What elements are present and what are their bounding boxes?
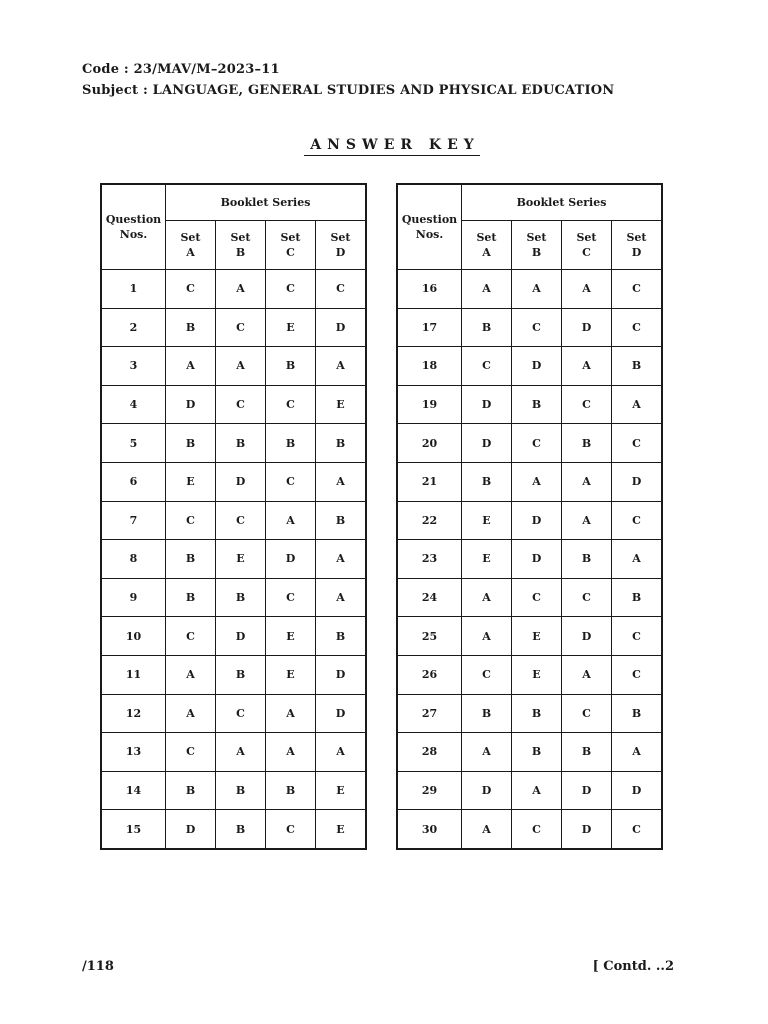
answer-cell-set-a: C <box>462 347 512 386</box>
set-word: Set <box>330 231 351 244</box>
question-number-cell: 24 <box>397 578 462 617</box>
question-number-cell: 7 <box>101 501 166 540</box>
answer-cell-set-d: D <box>316 308 367 347</box>
answer-cell-set-c: A <box>562 462 612 501</box>
answer-cell-set-b: B <box>216 810 266 849</box>
answer-cell-set-c: C <box>266 810 316 849</box>
answer-cell-set-b: A <box>216 733 266 772</box>
answer-row <box>101 308 366 347</box>
set-word: Set <box>280 231 301 244</box>
answer-cell-set-b: A <box>512 270 562 309</box>
code-line: Code : 23/MAV/M–2023–11 <box>82 62 280 77</box>
answer-cell-set-a: B <box>462 308 512 347</box>
answer-cell-set-d: D <box>316 694 367 733</box>
question-number-cell: 28 <box>397 733 462 772</box>
answer-cell-set-a: D <box>166 385 216 424</box>
answer-cell-set-d: E <box>316 810 367 849</box>
answer-cell-set-a: E <box>462 540 512 579</box>
question-number-cell: 15 <box>101 810 166 849</box>
answer-cell-set-b: B <box>512 694 562 733</box>
answer-cell-set-d: A <box>316 578 367 617</box>
answer-cell-set-c: C <box>562 694 612 733</box>
answer-cell-set-a: B <box>462 694 512 733</box>
answer-cell-set-b: B <box>512 733 562 772</box>
answer-cell-set-c: D <box>562 308 612 347</box>
question-number-cell: 5 <box>101 424 166 463</box>
answer-cell-set-d: B <box>612 578 663 617</box>
answer-cell-set-d: A <box>612 733 663 772</box>
question-number-cell: 23 <box>397 540 462 579</box>
set-letter: B <box>235 246 246 259</box>
answer-row <box>101 617 366 656</box>
answer-row <box>101 655 366 694</box>
answer-cell-set-a: B <box>166 578 216 617</box>
answer-row <box>397 540 662 579</box>
answer-cell-set-b: C <box>216 385 266 424</box>
answer-row <box>101 462 366 501</box>
answer-row <box>397 462 662 501</box>
answer-row <box>397 385 662 424</box>
set-letter: B <box>531 246 542 259</box>
answer-cell-set-b: D <box>512 540 562 579</box>
question-number-cell: 11 <box>101 655 166 694</box>
set-d-header <box>612 221 663 270</box>
question-number-cell: 16 <box>397 270 462 309</box>
set-letter: C <box>582 246 591 259</box>
answer-cell-set-b: B <box>216 578 266 617</box>
answer-cell-set-d: A <box>612 385 663 424</box>
set-d-header <box>316 221 367 270</box>
answer-cell-set-d: C <box>612 270 663 309</box>
answer-row <box>101 771 366 810</box>
answer-row <box>397 424 662 463</box>
set-letter: D <box>631 246 642 259</box>
answer-row <box>397 655 662 694</box>
answer-cell-set-d: C <box>612 810 663 849</box>
answer-row <box>397 810 662 849</box>
answer-cell-set-c: C <box>266 578 316 617</box>
answer-cell-set-b: B <box>512 385 562 424</box>
answer-row <box>397 270 662 309</box>
answer-cell-set-c: C <box>266 270 316 309</box>
answer-row <box>101 424 366 463</box>
answer-cell-set-d: B <box>612 694 663 733</box>
answer-cell-set-d: D <box>612 771 663 810</box>
answer-table-left <box>100 183 367 850</box>
answer-cell-set-c: C <box>562 578 612 617</box>
answer-cell-set-d: B <box>316 617 367 656</box>
answer-cell-set-c: A <box>562 347 612 386</box>
answer-cell-set-c: E <box>266 655 316 694</box>
answer-cell-set-d: B <box>316 501 367 540</box>
answer-cell-set-b: A <box>512 771 562 810</box>
answer-cell-set-c: D <box>562 617 612 656</box>
answer-row <box>101 810 366 849</box>
answer-row <box>397 501 662 540</box>
question-number-cell: 6 <box>101 462 166 501</box>
set-c-header <box>266 221 316 270</box>
answer-cell-set-b: C <box>512 308 562 347</box>
set-a-header <box>166 221 216 270</box>
answer-cell-set-b: B <box>216 771 266 810</box>
answer-cell-set-c: A <box>562 270 612 309</box>
answer-cell-set-a: A <box>462 578 512 617</box>
question-number-cell: 8 <box>101 540 166 579</box>
set-letter: A <box>186 246 195 259</box>
answer-cell-set-c: B <box>562 540 612 579</box>
answer-cell-set-b: C <box>216 308 266 347</box>
answer-row <box>101 501 366 540</box>
answer-row <box>101 347 366 386</box>
answer-cell-set-d: A <box>316 462 367 501</box>
answer-cell-set-a: B <box>166 308 216 347</box>
answer-cell-set-c: D <box>562 771 612 810</box>
set-word: Set <box>576 231 597 244</box>
answer-row <box>397 578 662 617</box>
answer-cell-set-a: B <box>166 424 216 463</box>
continued-note: [ Contd. ..2 <box>592 959 674 974</box>
answer-cell-set-a: A <box>462 617 512 656</box>
answer-cell-set-c: D <box>562 810 612 849</box>
answer-cell-set-d: C <box>316 270 367 309</box>
answer-cell-set-d: E <box>316 771 367 810</box>
answer-cell-set-c: C <box>266 385 316 424</box>
set-word: Set <box>180 231 201 244</box>
set-letter: A <box>482 246 491 259</box>
answer-cell-set-b: C <box>512 424 562 463</box>
set-word: Set <box>526 231 547 244</box>
answer-row <box>397 733 662 772</box>
answer-cell-set-c: B <box>562 733 612 772</box>
answer-cell-set-a: C <box>166 501 216 540</box>
answer-cell-set-b: E <box>512 655 562 694</box>
question-number-cell: 12 <box>101 694 166 733</box>
answer-cell-set-b: C <box>216 694 266 733</box>
answer-row <box>397 617 662 656</box>
answer-cell-set-a: B <box>166 771 216 810</box>
subject-line: Subject : LANGUAGE, GENERAL STUDIES AND PHYSICAL EDUCATION <box>82 83 615 98</box>
answer-cell-set-b: D <box>216 462 266 501</box>
answer-cell-set-a: A <box>462 270 512 309</box>
answer-cell-set-d: B <box>612 347 663 386</box>
answer-cell-set-d: D <box>316 655 367 694</box>
answer-cell-set-b: C <box>512 810 562 849</box>
answer-cell-set-a: B <box>166 540 216 579</box>
answer-cell-set-a: B <box>462 462 512 501</box>
answer-cell-set-c: A <box>266 694 316 733</box>
answer-cell-set-d: A <box>612 540 663 579</box>
question-number-cell: 14 <box>101 771 166 810</box>
question-number-cell: 27 <box>397 694 462 733</box>
answer-cell-set-d: B <box>316 424 367 463</box>
answer-row <box>101 385 366 424</box>
set-word: Set <box>230 231 251 244</box>
set-letter: D <box>335 246 346 259</box>
answer-cell-set-c: D <box>266 540 316 579</box>
question-number-cell: 4 <box>101 385 166 424</box>
answer-cell-set-b: D <box>216 617 266 656</box>
answer-cell-set-c: B <box>266 424 316 463</box>
question-number-cell: 9 <box>101 578 166 617</box>
answer-cell-set-c: A <box>562 655 612 694</box>
answer-cell-set-b: B <box>216 655 266 694</box>
question-number-cell: 19 <box>397 385 462 424</box>
answer-row <box>101 733 366 772</box>
page-reference: /118 <box>82 959 114 974</box>
answer-cell-set-d: C <box>612 424 663 463</box>
question-header-line1: Question <box>401 213 458 226</box>
answer-row <box>397 694 662 733</box>
question-number-cell: 22 <box>397 501 462 540</box>
answer-cell-set-a: D <box>462 385 512 424</box>
answer-cell-set-d: E <box>316 385 367 424</box>
answer-cell-set-c: A <box>562 501 612 540</box>
question-number-cell: 18 <box>397 347 462 386</box>
answer-cell-set-a: C <box>166 733 216 772</box>
set-letter: C <box>286 246 295 259</box>
question-number-cell: 13 <box>101 733 166 772</box>
answer-cell-set-c: A <box>266 501 316 540</box>
answer-cell-set-d: A <box>316 733 367 772</box>
question-header-line1: Question <box>105 213 162 226</box>
question-number-cell: 2 <box>101 308 166 347</box>
question-number-cell: 21 <box>397 462 462 501</box>
answer-cell-set-c: C <box>562 385 612 424</box>
question-number-cell: 10 <box>101 617 166 656</box>
answer-cell-set-a: A <box>166 655 216 694</box>
answer-row <box>397 308 662 347</box>
answer-cell-set-a: D <box>462 771 512 810</box>
answer-cell-set-d: C <box>612 501 663 540</box>
answer-key-title: ANSWER KEY <box>304 137 480 156</box>
answer-cell-set-a: E <box>462 501 512 540</box>
answer-cell-set-b: A <box>216 347 266 386</box>
answer-cell-set-a: A <box>462 810 512 849</box>
answer-cell-set-a: A <box>462 733 512 772</box>
answer-cell-set-a: D <box>462 424 512 463</box>
answer-cell-set-c: A <box>266 733 316 772</box>
answer-cell-set-a: A <box>166 347 216 386</box>
set-word: Set <box>626 231 647 244</box>
question-number-cell: 26 <box>397 655 462 694</box>
title-block <box>0 134 768 156</box>
answer-cell-set-b: E <box>216 540 266 579</box>
answer-cell-set-a: C <box>166 270 216 309</box>
answer-cell-set-b: A <box>216 270 266 309</box>
answer-cell-set-c: E <box>266 308 316 347</box>
answer-cell-set-d: A <box>316 347 367 386</box>
answer-rows-right <box>397 270 662 849</box>
question-number-cell: 20 <box>397 424 462 463</box>
answer-cell-set-b: E <box>512 617 562 656</box>
answer-cell-set-c: B <box>266 771 316 810</box>
question-number-cell: 25 <box>397 617 462 656</box>
set-a-header <box>462 221 512 270</box>
question-number-cell: 3 <box>101 347 166 386</box>
answer-cell-set-a: A <box>166 694 216 733</box>
answer-cell-set-b: C <box>512 578 562 617</box>
question-number-cell: 1 <box>101 270 166 309</box>
answer-cell-set-b: B <box>216 424 266 463</box>
answer-row <box>397 771 662 810</box>
answer-cell-set-d: A <box>316 540 367 579</box>
answer-cell-set-b: C <box>216 501 266 540</box>
answer-cell-set-b: D <box>512 501 562 540</box>
answer-cell-set-c: B <box>562 424 612 463</box>
answer-row <box>101 540 366 579</box>
answer-cell-set-a: C <box>462 655 512 694</box>
answer-cell-set-d: C <box>612 308 663 347</box>
answer-cell-set-c: C <box>266 462 316 501</box>
set-word: Set <box>476 231 497 244</box>
question-number-cell: 30 <box>397 810 462 849</box>
set-b-header <box>512 221 562 270</box>
answer-rows-left <box>101 270 366 849</box>
answer-cell-set-d: C <box>612 655 663 694</box>
set-c-header <box>562 221 612 270</box>
answer-cell-set-c: E <box>266 617 316 656</box>
booklet-series-header: Booklet Series <box>462 184 663 221</box>
answer-row <box>101 270 366 309</box>
answer-cell-set-a: E <box>166 462 216 501</box>
answer-row <box>397 347 662 386</box>
answer-row <box>101 694 366 733</box>
answer-cell-set-d: D <box>612 462 663 501</box>
answer-cell-set-c: B <box>266 347 316 386</box>
question-header-line2: Nos. <box>415 228 444 241</box>
set-b-header <box>216 221 266 270</box>
answer-row <box>101 578 366 617</box>
question-number-cell: 29 <box>397 771 462 810</box>
answer-cell-set-b: A <box>512 462 562 501</box>
answer-cell-set-d: C <box>612 617 663 656</box>
booklet-series-header: Booklet Series <box>166 184 367 221</box>
answer-table-right <box>396 183 663 850</box>
question-nos-header <box>397 184 462 270</box>
question-header-line2: Nos. <box>119 228 148 241</box>
question-nos-header <box>101 184 166 270</box>
answer-cell-set-a: D <box>166 810 216 849</box>
answer-cell-set-a: C <box>166 617 216 656</box>
question-number-cell: 17 <box>397 308 462 347</box>
answer-cell-set-b: D <box>512 347 562 386</box>
